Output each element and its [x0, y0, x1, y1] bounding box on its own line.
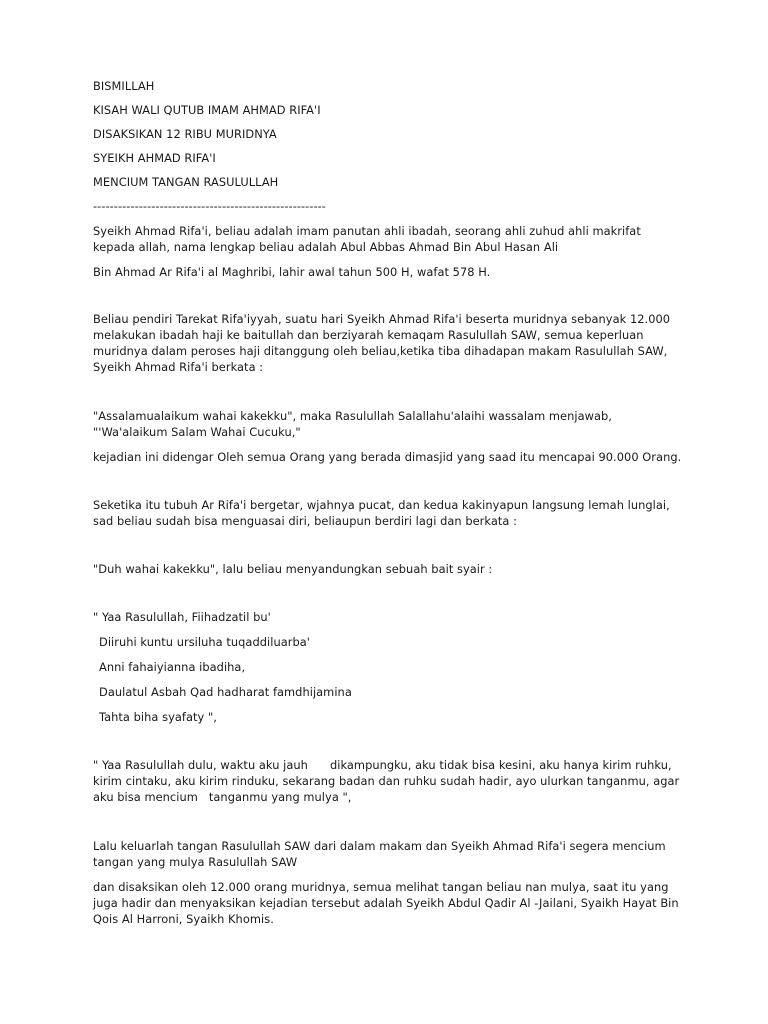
paragraph-line: Beliau pendiri Tarekat Rifa'iyyah, suatu hari Syeikh Ahmad Rifa'i beserta muridnya sebanyak 12.000: [93, 312, 671, 326]
paragraph-line: kirim cintaku, aku kirim rinduku, sekarang badan dan ruhku sudah hadir, ayo ulurkan tanganmu, agar: [93, 774, 680, 788]
paragraph-line: Seketika itu tubuh Ar Rifa'i bergetar, wjahnya pucat, dan kedua kakinyapun langsung lemah lunglai,: [93, 498, 670, 512]
paragraph-line: "'Wa'alaikum Salam Wahai Cucuku,": [93, 425, 301, 439]
heading-bismillah: BISMILLAH: [93, 79, 155, 93]
paragraph-line: " Yaa Rasulullah dulu, waktu aku jauh dikampungku, aku tidak bisa kesini, aku hanya kirim ruhku,: [93, 758, 672, 772]
paragraph-line: "Duh wahai kakekku", lalu beliau menyandungkan sebuah bait syair :: [93, 562, 493, 576]
poem-line: " Yaa Rasulullah, Fiihadzatil bu': [93, 610, 271, 624]
heading-subtitle-3: MENCIUM TANGAN RASULULLAH: [93, 175, 279, 189]
paragraph-line: aku bisa mencium tanganmu yang mulya ",: [93, 790, 352, 804]
paragraph-line: Syeikh Ahmad Rifa'i berkata :: [93, 360, 264, 374]
paragraph-line: Syeikh Ahmad Rifa'i, beliau adalah imam panutan ahli ibadah, seorang ahli zuhud ahli makrifat: [93, 224, 641, 238]
heading-subtitle-1: DISAKSIKAN 12 RIBU MURIDNYA: [93, 127, 277, 141]
paragraph-line: "Assalamualaikum wahai kakekku", maka Rasulullah Salallahu'alaihi wassalam menjawab,: [93, 409, 612, 423]
paragraph-line: melakukan ibadah haji ke baitullah dan berziyarah kemaqam Rasulullah SAW, semua keperluan: [93, 328, 644, 342]
paragraph-line: kepada allah, nama lengkap beliau adalah Abul Abbas Ahmad Bin Abul Hasan Ali: [93, 240, 559, 254]
paragraph-line: dan disaksikan oleh 12.000 orang muridnya, semua melihat tangan beliau nan mulya, saat itu yang: [93, 880, 669, 894]
paragraph-line: muridnya dalam peroses haji ditanggung oleh beliau,ketika tiba dihadapan makam Rasulullah SAW,: [93, 344, 668, 358]
heading-title: KISAH WALI QUTUB IMAM AHMAD RIFA'I: [93, 103, 321, 117]
paragraph-line: Qois Al Harroni, Syaikh Khomis.: [93, 912, 274, 926]
paragraph-line: Lalu keluarlah tangan Rasulullah SAW dari dalam makam dan Syeikh Ahmad Rifa'i segera mencium: [93, 839, 666, 853]
paragraph-line: tangan yang mulya Rasulullah SAW: [93, 855, 298, 869]
heading-subtitle-2: SYEIKH AHMAD RIFA'I: [93, 151, 216, 165]
paragraph-line: Bin Ahmad Ar Rifa'i al Maghribi, lahir awal tahun 500 H, wafat 578 H.: [93, 265, 491, 279]
poem-line: Tahta biha syafaty ",: [99, 710, 217, 724]
paragraph-line: sad beliau sudah bisa menguasai diri, beliaupun berdiri lagi dan berkata :: [93, 514, 517, 528]
paragraph-line: juga hadir dan menyaksikan kejadian tersebut adalah Syeikh Abdul Qadir Al -Jailani, Syaikh Hayat Bin: [93, 896, 679, 910]
paragraph-line: kejadian ini didengar Oleh semua Orang yang berada dimasjid yang saad itu mencapai 90.000 Orang.: [93, 450, 682, 464]
poem-line: Diiruhi kuntu ursiluha tuqaddiluarba': [99, 635, 310, 649]
divider-line: --------------------------------------------------------: [93, 199, 326, 213]
poem-line: Daulatul Asbah Qad hadharat famdhijamina: [99, 685, 352, 699]
poem-line: Anni fahaiyianna ibadiha,: [99, 660, 246, 674]
